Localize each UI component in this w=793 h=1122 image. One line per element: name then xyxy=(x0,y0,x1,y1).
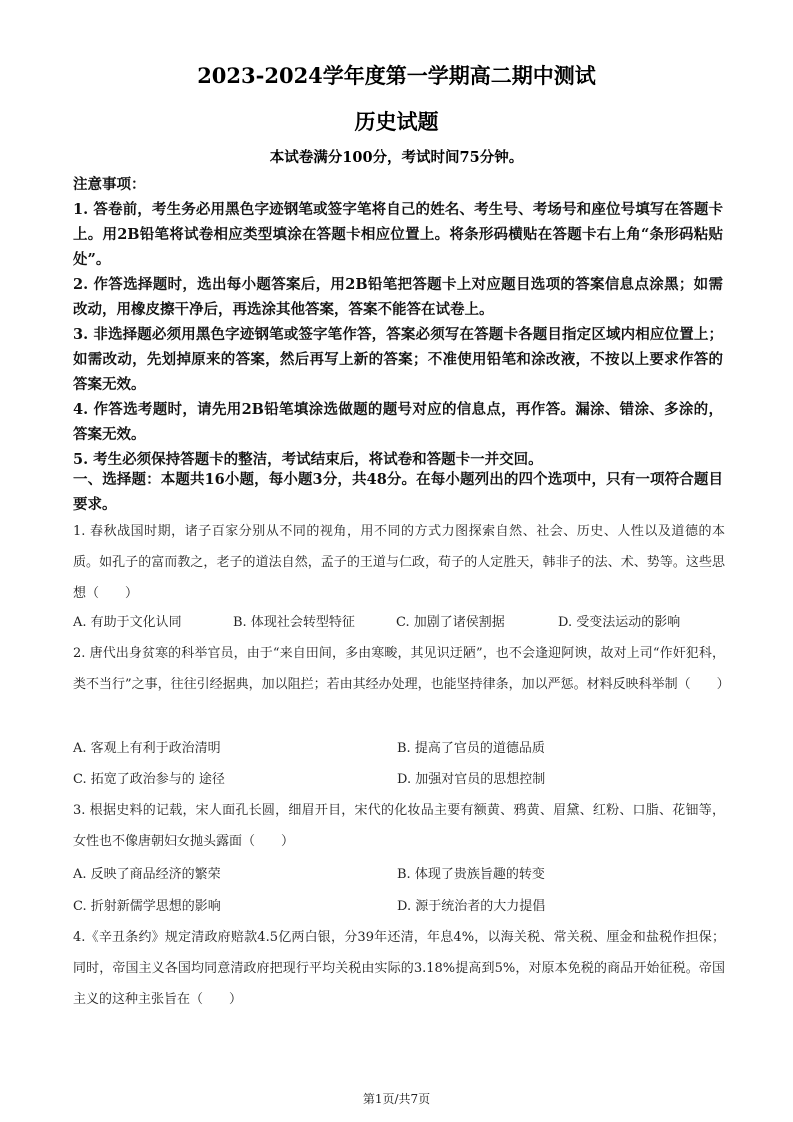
exam-info: 本试卷满分100分，考试时间75分钟。 xyxy=(269,149,524,166)
question-3-options-row1 xyxy=(73,863,725,885)
notes-block xyxy=(73,172,723,472)
option-b[interactable]: B. 体现了贵族旨趣的转变 xyxy=(397,867,545,882)
option-c[interactable]: C. 折射新儒学思想的影响 xyxy=(73,899,221,914)
question-1 xyxy=(73,516,725,609)
option-d[interactable]: D. 源于统治者的大力提倡 xyxy=(397,899,546,914)
option-d[interactable]: D. 加强对官员的思想控制 xyxy=(397,772,546,787)
exam-title: 2023-2024学年度第一学期高二期中测试 xyxy=(197,63,596,88)
question-stem: 2. 唐代出身贫寒的科举官员，由于“来自田间，多由寒畯，其见识迂陋”，也不会逢迎阿谀，故对上司“作奸犯科，类不当行”之事，往往引经据典，加以阻拦；若由其经办处理，也能坚持律条，加以严惩。材料反映科举制（ ） xyxy=(73,646,730,692)
question-1-options xyxy=(73,611,725,633)
option-b[interactable]: B. 体现社会转型特征 xyxy=(233,615,355,630)
notes-heading: 注意事项： xyxy=(73,176,146,193)
note-item: 4. 作答选考题时，请先用2B铅笔填涂选做题的题号对应的信息点，再作答。漏涂、错涂、多涂的，答案无效。 xyxy=(73,401,723,443)
option-c[interactable]: C. 加剧了诸侯割据 xyxy=(396,615,505,630)
note-item: 1. 答卷前，考生务必用黑色字迹钢笔或签字笔将自己的姓名、考生号、考场号和座位号填写在答题卡上。用2B铅笔将试卷相应类型填涂在答题卡相应位置上。将条形码横贴在答题卡右上角“条形码粘贴处”。 xyxy=(73,201,723,268)
note-item: 5. 考生必须保持答题卡的整洁，考试结束后，将试卷和答题卡一并交回。 xyxy=(73,451,543,468)
note-item: 3. 非选择题必须用黑色字迹钢笔或签字笔作答，答案必须写在答题卡各题目指定区域内相应位置上；如需改动，先划掉原来的答案，然后再写上新的答案；不准使用铅笔和涂改液，不按以上要求作答的答案无效。 xyxy=(73,326,723,393)
section-heading: 一、选择题：本题共16小题，每小题3分，共48分。在每小题列出的四个选项中，只有一项符合题目要求。 xyxy=(73,471,723,513)
question-stem: 1. 春秋战国时期，诸子百家分别从不同的视角，用不同的方式力图探索自然、社会、历史、人性以及道德的本质。如孔子的富而教之，老子的道法自然，孟子的王道与仁政，荀子的人定胜天，韩非子的法、术、势等。这些思想（ ） xyxy=(73,524,725,601)
question-4 xyxy=(73,922,725,1015)
page-number: 第1页/共7页 xyxy=(362,1092,431,1106)
note-item: 2. 作答选择题时，选出每小题答案后，用2B铅笔把答题卡上对应题目选项的答案信息点涂黑；如需改动，用橡皮擦干净后，再选涂其他答案，答案不能答在试卷上。 xyxy=(73,276,723,318)
question-3 xyxy=(73,795,725,857)
option-b[interactable]: B. 提高了官员的道德品质 xyxy=(397,741,545,756)
question-2-options-row1 xyxy=(73,737,725,759)
question-2-options-row2 xyxy=(73,768,725,790)
option-a[interactable]: A. 客观上有利于政治清明 xyxy=(73,741,221,756)
question-2 xyxy=(73,638,730,700)
exam-subject: 历史试题 xyxy=(354,109,439,134)
option-a[interactable]: A. 反映了商品经济的繁荣 xyxy=(73,867,221,882)
question-stem: 4.《辛丑条约》规定清政府赔款4.5亿两白银，分39年还清，年息4%，以海关税、常关税、厘金和盐税作担保；同时，帝国主义各国均同意清政府把现行平均关税由实际的3.18%提高到5%，对原本免税的商品开始征税。帝国主义的这种主张旨在（ ） xyxy=(73,930,725,1007)
option-a[interactable]: A. 有助于文化认同 xyxy=(73,615,182,630)
option-c[interactable]: C. 拓宽了政治参与的 途径 xyxy=(73,772,225,787)
option-d[interactable]: D. 受变法运动的影响 xyxy=(558,615,681,630)
question-stem: 3. 根据史料的记载，宋人面孔长圆，细眉开目，宋代的化妆品主要有额黄、鸦黄、眉黛、红粉、口脂、花钿等，女性也不像唐朝妇女抛头露面（ ） xyxy=(73,803,725,849)
question-3-options-row2 xyxy=(73,895,725,917)
